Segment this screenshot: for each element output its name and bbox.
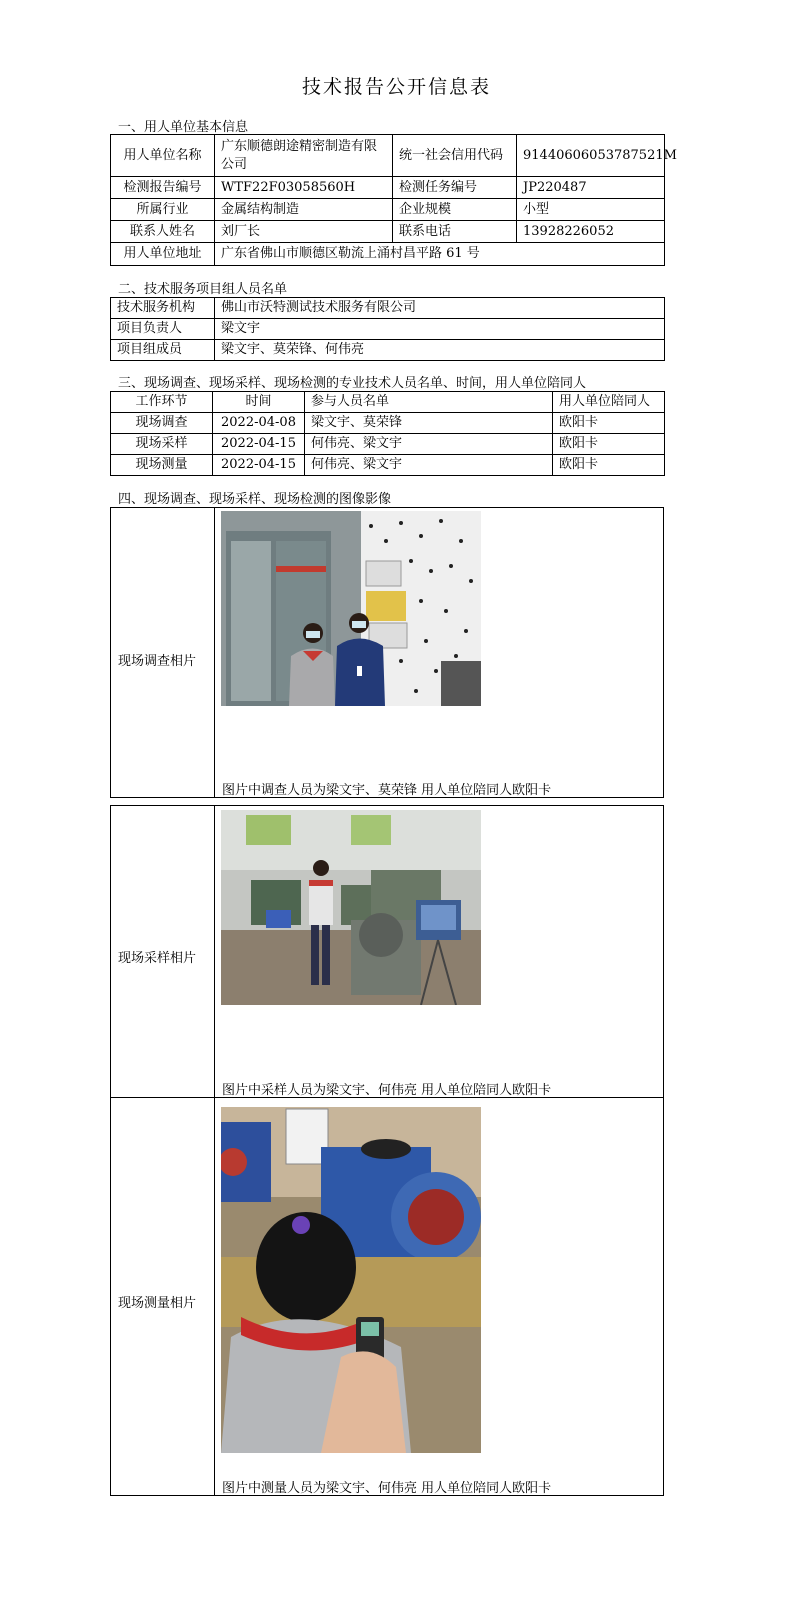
staff-cell: 何伟亮、梁文宇 [305, 434, 553, 455]
credit-code: 91440606053787521M [517, 135, 665, 177]
org-label: 技术服务机构 [111, 298, 215, 319]
staff-cell: 梁文宇、莫荣锋 [305, 413, 553, 434]
address: 广东省佛山市顺德区勒流上涌村昌平路 61 号 [215, 243, 665, 266]
members: 梁文宇、莫荣锋、何伟亮 [215, 340, 665, 361]
stage-cell: 现场采样 [111, 434, 213, 455]
section-3-heading: 三、现场调查、现场采样、现场检测的专业技术人员名单、时间，用人单位陪同人 [118, 376, 587, 391]
leader-label: 项目负责人 [111, 319, 215, 340]
survey-photo [221, 511, 481, 706]
industry-label: 所属行业 [111, 199, 215, 221]
contact-label: 联系人姓名 [111, 221, 215, 243]
stage-cell: 现场测量 [111, 455, 213, 476]
header-staff: 参与人员名单 [305, 392, 553, 413]
phone-label: 联系电话 [393, 221, 517, 243]
section-4-heading: 四、现场调查、现场采样、现场检测的图像影像 [118, 492, 392, 507]
date-cell: 2022-04-15 [213, 434, 305, 455]
credit-code-label: 统一社会信用代码 [393, 135, 517, 177]
contact: 刘厂长 [215, 221, 393, 243]
report-no: WTF22F03058560H [215, 177, 393, 199]
section-1-heading: 一、用人单位基本信息 [118, 120, 249, 135]
members-label: 项目组成员 [111, 340, 215, 361]
measurement-photo [221, 1107, 481, 1453]
industry: 金属结构制造 [215, 199, 393, 221]
photo-3-label: 现场测量相片 [118, 1296, 197, 1311]
header-date: 时间 [213, 392, 305, 413]
scale: 小型 [517, 199, 665, 221]
task-no: JP220487 [517, 177, 665, 199]
photo-2-label: 现场采样相片 [118, 951, 197, 966]
date-cell: 2022-04-15 [213, 455, 305, 476]
photo-1-caption: 图片中调查人员为梁文宇、莫荣锋 用人单位陪同人欧阳卡 [222, 783, 552, 798]
escort-cell: 欧阳卡 [553, 413, 665, 434]
escort-cell: 欧阳卡 [553, 434, 665, 455]
photo-2-caption: 图片中采样人员为梁文宇、何伟亮 用人单位陪同人欧阳卡 [222, 1083, 552, 1098]
sampling-photo [221, 810, 481, 1005]
leader: 梁文宇 [215, 319, 665, 340]
date-cell: 2022-04-08 [213, 413, 305, 434]
section-2-heading: 二、技术服务项目组人员名单 [118, 282, 288, 297]
staff-cell: 何伟亮、梁文宇 [305, 455, 553, 476]
scale-label: 企业规模 [393, 199, 517, 221]
escort-cell: 欧阳卡 [553, 455, 665, 476]
header-escort: 用人单位陪同人 [553, 392, 665, 413]
stage-cell: 现场调查 [111, 413, 213, 434]
report-no-label: 检测报告编号 [111, 177, 215, 199]
phone: 13928226052 [517, 221, 665, 243]
photo-3-caption: 图片中测量人员为梁文宇、何伟亮 用人单位陪同人欧阳卡 [222, 1481, 552, 1496]
page-title: 技术报告公开信息表 [301, 76, 491, 98]
task-no-label: 检测任务编号 [393, 177, 517, 199]
unit-name-label: 用人单位名称 [111, 135, 215, 177]
header-stage: 工作环节 [111, 392, 213, 413]
org: 佛山市沃特测试技术服务有限公司 [215, 298, 665, 319]
address-label: 用人单位地址 [111, 243, 215, 266]
unit-name: 广东顺德朗途精密制造有限公司 [215, 135, 393, 177]
photo-1-label: 现场调查相片 [118, 654, 197, 669]
